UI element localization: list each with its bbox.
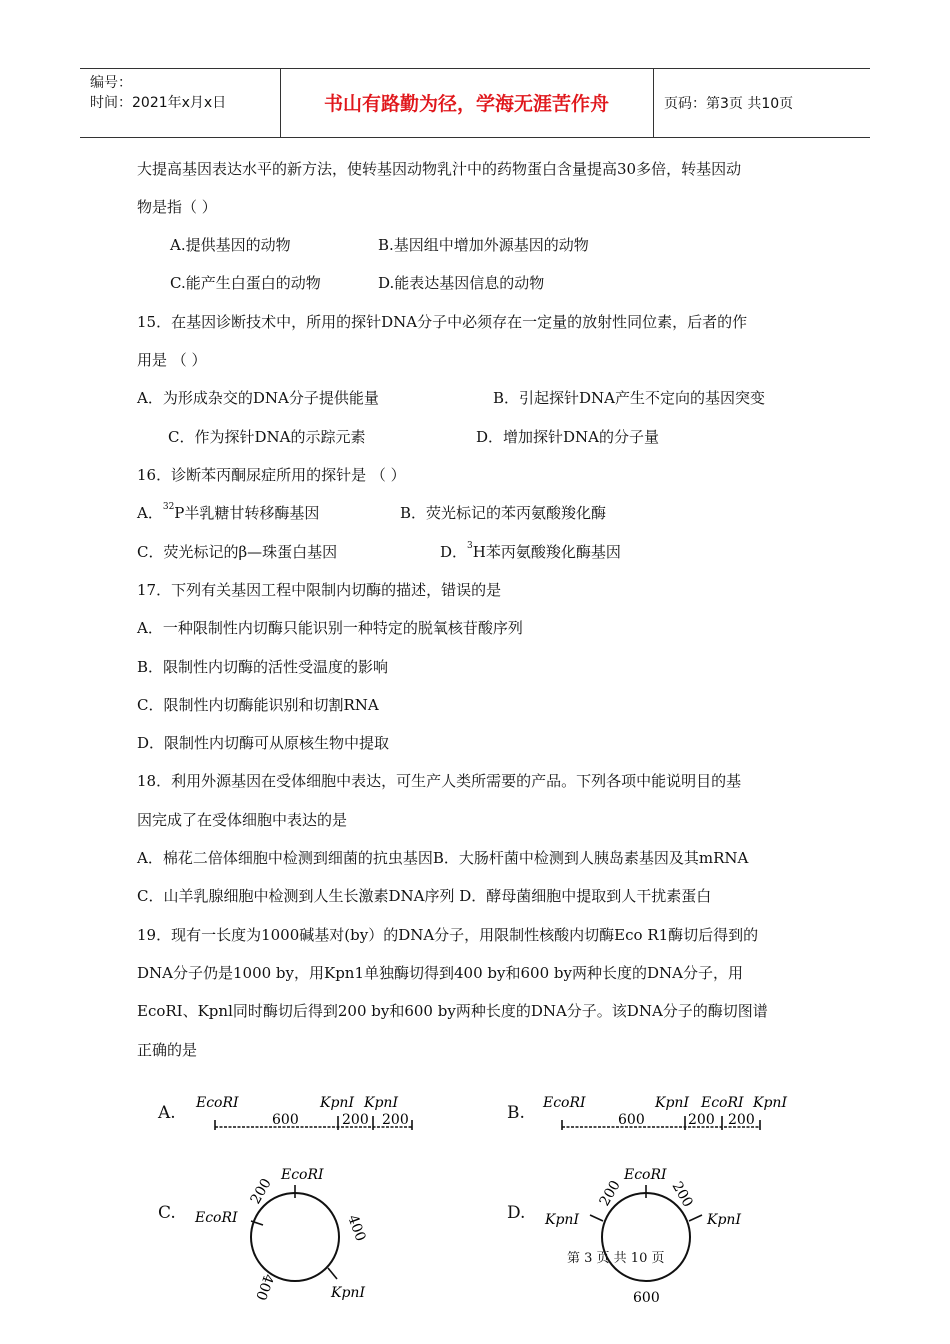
plasmid-ring: [602, 1193, 690, 1281]
option-c: C．作为探针DNA的示踪元素: [168, 428, 366, 446]
question-16: 16．诊断苯丙酮尿症所用的探针是 （ ）: [137, 466, 406, 484]
option-a: A．为形成杂交的DNA分子提供能量: [137, 389, 379, 407]
figure-label-b: B.: [507, 1103, 525, 1123]
question-19: 19．现有一长度为1000碱基对(by）的DNA分子，用限制性核酸内切酶Eco R1酶切后得到的: [137, 926, 759, 944]
segment-length: 200: [382, 1112, 409, 1128]
circular-map-c: [185, 1155, 385, 1305]
option-c: C．荧光标记的β—珠蛋白基因: [137, 543, 338, 561]
option-prefix: A．: [137, 504, 163, 522]
options-cd: C．山羊乳腺细胞中检测到人生长激素DNA序列 D．酵母菌细胞中提取到人干扰素蛋白: [137, 887, 712, 905]
segment-length: 200: [728, 1112, 755, 1128]
ecori-label: EcoRI: [624, 1167, 667, 1183]
ecori-label: EcoRI: [281, 1167, 324, 1183]
segment-length: 600: [618, 1112, 645, 1128]
option-d: D.能表达基因信息的动物: [378, 274, 545, 292]
cut-tick: [689, 1215, 702, 1221]
kpni-label: KpnI: [545, 1212, 579, 1228]
ecori-label: EcoRI: [195, 1210, 238, 1226]
page-label: 页码：第3页 共10页: [664, 96, 794, 112]
document-header: [80, 68, 870, 138]
text-line: 物是指（ ）: [137, 198, 217, 216]
option-prefix: D．: [440, 543, 468, 561]
circular-map-d: [535, 1155, 775, 1305]
text-line: 正确的是: [137, 1041, 198, 1059]
segment-length: 400: [344, 1212, 369, 1244]
option-d: [440, 542, 621, 562]
time-label: 时间：2021年x月x日: [90, 95, 227, 111]
kpni-label: KpnI: [331, 1285, 365, 1301]
option-b: B.基因组中增加外源基因的动物: [378, 236, 589, 254]
kpni-label: KpnI: [753, 1095, 787, 1111]
header-meta: [90, 73, 226, 113]
segment-length: 200: [668, 1179, 696, 1211]
kpni-label: KpnI: [320, 1095, 354, 1111]
cut-tick: [328, 1268, 337, 1279]
isotope-mass: 32: [162, 502, 175, 512]
segment-length: 600: [633, 1290, 660, 1305]
question-15: 15．在基因诊断技术中，所用的探针DNA分子中必须存在一定量的放射性同位素，后者的作: [137, 313, 748, 331]
segment-length: 400: [252, 1271, 277, 1303]
option-a: A.提供基因的动物: [170, 236, 291, 254]
option-b: B．引起探针DNA产生不定向的基因突变: [493, 389, 766, 407]
segment-length: 200: [247, 1175, 275, 1207]
kpni-label: KpnI: [707, 1212, 741, 1228]
option-b: B．限制性内切酶的活性受温度的影响: [137, 658, 389, 676]
segment-length: 200: [596, 1177, 624, 1209]
cut-tick: [590, 1215, 603, 1221]
question-17: 17．下列有关基因工程中限制内切酶的描述，错误的是: [137, 581, 502, 599]
isotope-mass: 3: [467, 541, 473, 551]
segment-length: 200: [688, 1112, 715, 1128]
option-text: H苯丙氨酸羧化酶基因: [472, 543, 621, 561]
question-18: 18．利用外源基因在受体细胞中表达，可生产人类所需要的产品。下列各项中能说明目的基: [137, 772, 742, 790]
header-divider: [653, 69, 654, 137]
text-line: EcoRI、Kpnl同时酶切后得到200 by和600 by两种长度的DNA分子。该DNA分子的酶切图谱: [137, 1002, 768, 1020]
linear-map-a: [190, 1090, 430, 1140]
text-line: 因完成了在受体细胞中表达的是: [137, 811, 348, 829]
figure-label-a: A.: [158, 1103, 176, 1123]
ecori-label: EcoRI: [701, 1095, 744, 1111]
text-line: DNA分子仍是1000 by，用Kpn1单独酶切得到400 by和600 by两种长度的DNA分子，用: [137, 964, 743, 982]
option-c: C．限制性内切酶能识别和切割RNA: [137, 696, 379, 714]
segment-length: 200: [342, 1112, 369, 1128]
figure-label-d: D.: [507, 1203, 526, 1223]
option-d: D．限制性内切酶可从原核生物中提取: [137, 734, 390, 752]
kpni-label: KpnI: [364, 1095, 398, 1111]
motto: 书山有路勤为径，学海无涯苦作舟: [323, 93, 609, 115]
option-a: A．一种限制性内切酶只能识别一种特定的脱氧核苷酸序列: [137, 619, 523, 637]
options-ab: A．棉花二倍体细胞中检测到细菌的抗虫基因B．大肠杆菌中检测到人胰岛素基因及其mRNA: [137, 849, 749, 867]
figure-label-c: C.: [158, 1203, 176, 1223]
linear-map-b: [540, 1090, 790, 1140]
text-line: 用是 （ ）: [137, 351, 207, 369]
ecori-label: EcoRI: [196, 1095, 239, 1111]
option-a: [137, 503, 319, 523]
segment-length: 600: [272, 1112, 299, 1128]
page-footer: 第 3 页 共 10 页: [567, 1251, 665, 1266]
plasmid-ring: [251, 1193, 339, 1281]
option-text: P半乳糖甘转移酶基因: [174, 504, 320, 522]
option-c: C.能产生白蛋白的动物: [170, 274, 321, 292]
number-label: 编号：: [90, 75, 132, 91]
text-line: 大提高基因表达水平的新方法，使转基因动物乳汁中的药物蛋白含量提高30多倍，转基因动: [137, 160, 742, 178]
ecori-label: EcoRI: [543, 1095, 586, 1111]
kpni-label: KpnI: [655, 1095, 689, 1111]
option-b: B．荧光标记的苯丙氨酸羧化酶: [400, 504, 607, 522]
option-d: D．增加探针DNA的分子量: [476, 428, 660, 446]
